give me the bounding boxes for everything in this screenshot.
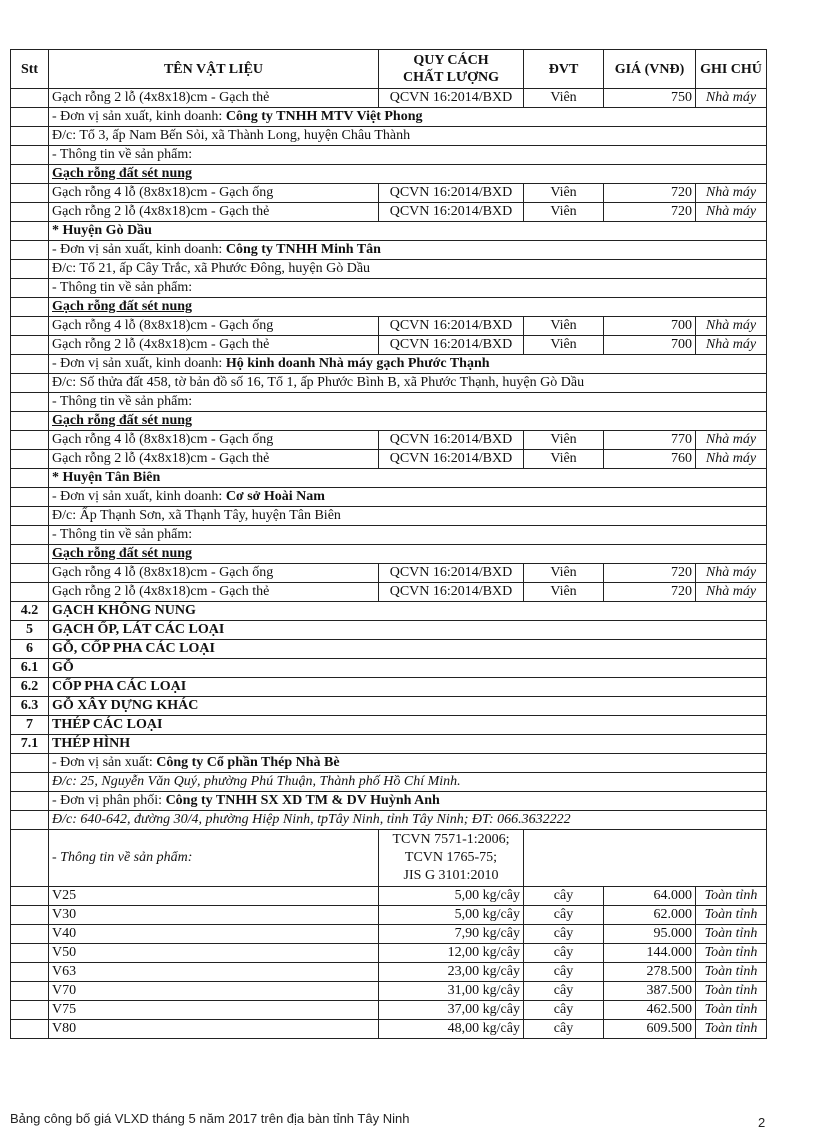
steel-info-body [11,830,767,887]
steel-note: Toàn tỉnh [696,982,767,1001]
steel-note: Toàn tỉnh [696,906,767,925]
item-unit: Viên [524,184,604,203]
info-row [11,773,767,792]
stt-cell [11,488,49,507]
stt-cell [11,89,49,108]
item-row [11,336,767,355]
section-number: 6.1 [11,659,49,678]
info-text: - Thông tin về sản phẩm: [49,393,767,412]
steel-price: 62.000 [604,906,696,925]
stt-cell [11,412,49,431]
steel-row [11,1020,767,1039]
stt-cell [11,431,49,450]
stt-cell [11,393,49,412]
item-price: 720 [604,184,696,203]
item-standard: QCVN 16:2014/BXD [379,89,524,108]
section-title: CỐP PHA CÁC LOẠI [49,678,767,697]
section-title: THÉP CÁC LOẠI [49,716,767,735]
steel-note: Toàn tỉnh [696,1020,767,1039]
stt-cell [11,469,49,488]
steel-unit: cây [524,944,604,963]
stt-cell [11,222,49,241]
item-price: 720 [604,203,696,222]
steel-spec: 48,00 kg/cây [379,1020,524,1039]
item-standard: QCVN 16:2014/BXD [379,203,524,222]
stt-cell [11,298,49,317]
section-row [11,640,767,659]
header-quality [379,50,524,89]
stt-cell [11,545,49,564]
item-row [11,203,767,222]
info-row [11,279,767,298]
info-row [11,260,767,279]
section-number: 6.2 [11,678,49,697]
steel-note: Toàn tỉnh [696,963,767,982]
stt-cell [11,374,49,393]
stt-cell [11,906,49,925]
price-table [10,49,767,1039]
stt-cell [11,127,49,146]
info-text: - Thông tin về sản phẩm: [49,526,767,545]
item-name: Gạch rỗng 2 lỗ (4x8x18)cm - Gạch thẻ [49,89,379,108]
item-unit: Viên [524,89,604,108]
steel-row [11,944,767,963]
stt-cell [11,165,49,184]
footer-caption: Bảng công bố giá VLXD tháng 5 năm 2017 trên địa bàn tỉnh Tây Ninh [10,1111,410,1126]
stt-cell [11,583,49,602]
steel-note: Toàn tỉnh [696,1001,767,1020]
stt-cell [11,944,49,963]
producer-label: - Đơn vị sản xuất, kinh doanh: [52,242,226,257]
info-row [11,127,767,146]
info-text: - Thông tin về sản phẩm: [49,146,767,165]
info-row [11,469,767,488]
stt-cell [11,925,49,944]
steel-unit: cây [524,906,604,925]
stt-cell [11,260,49,279]
info-text: * Huyện Tân Biên [49,469,767,488]
info-row [11,526,767,545]
steel-unit: cây [524,925,604,944]
section-title: GỖ XÂY DỰNG KHÁC [49,697,767,716]
steel-std-3: JIS G 3101:2010 [403,868,499,883]
info-text: * Huyện Gò Dầu [49,222,767,241]
stt-cell [11,1020,49,1039]
price-table-sheet [10,49,766,1039]
header-stt: Stt [11,50,49,89]
item-name: Gạch rỗng 4 lỗ (8x8x18)cm - Gạch ống [49,564,379,583]
producer-label: - Đơn vị sản xuất, kinh doanh: [52,356,226,371]
item-standard: QCVN 16:2014/BXD [379,450,524,469]
steel-name: V25 [49,887,379,906]
section-row [11,602,767,621]
stt-cell [11,507,49,526]
section-number: 4.2 [11,602,49,621]
item-standard: QCVN 16:2014/BXD [379,564,524,583]
info-row [11,488,767,507]
info-text: Gạch rỗng đất sét nung [49,298,767,317]
info-row [11,241,767,260]
info-row [11,545,767,564]
steel-info-label: - Thông tin về sản phẩm: [49,830,379,887]
item-name: Gạch rỗng 4 lỗ (8x8x18)cm - Gạch ống [49,431,379,450]
stt-cell [11,336,49,355]
steel-price: 278.500 [604,963,696,982]
section-title: GẠCH ỐP, LÁT CÁC LOẠI [49,621,767,640]
info-text: Gạch rỗng đất sét nung [49,165,767,184]
item-price: 770 [604,431,696,450]
company-name: Công ty TNHH SX XD TM & DV Huỳnh Anh [165,793,440,808]
steel-price: 144.000 [604,944,696,963]
info-text: Đ/c: Số thửa đất 458, tờ bản đồ số 16, Tổ 1, ấp Phước Bình B, xã Phước Thạnh, huyện Gò Dầu [49,374,767,393]
info-row [11,146,767,165]
item-name: Gạch rỗng 2 lỗ (4x8x18)cm - Gạch thẻ [49,450,379,469]
steel-unit: cây [524,1001,604,1020]
steel-price: 609.500 [604,1020,696,1039]
item-price: 700 [604,336,696,355]
company-name: Công ty TNHH MTV Việt Phong [225,109,423,124]
producer-label: - Đơn vị sản xuất, kinh doanh: [52,109,226,124]
item-unit: Viên [524,450,604,469]
section-row [11,716,767,735]
stt-cell [11,355,49,374]
steel-info-standards [379,830,524,887]
steel-name: V63 [49,963,379,982]
info-text [49,108,767,127]
item-note: Nhà máy [696,583,767,602]
steel-name: V40 [49,925,379,944]
info-text: Đ/c: 640-642, đường 30/4, phường Hiệp Ninh, tpTây Ninh, tỉnh Tây Ninh; ĐT: 066.3632222 [49,811,767,830]
info-row [11,374,767,393]
info-text [49,754,767,773]
header-price: GIÁ (VNĐ) [604,50,696,89]
header-quality-line1: QUY CÁCH [413,53,489,68]
steel-std-1: TCVN 7571-1:2006; [392,832,510,847]
item-name: Gạch rỗng 2 lỗ (4x8x18)cm - Gạch thẻ [49,583,379,602]
info-text [49,241,767,260]
item-name: Gạch rỗng 2 lỗ (4x8x18)cm - Gạch thẻ [49,336,379,355]
steel-unit: cây [524,982,604,1001]
stt-cell [11,754,49,773]
section-number: 6.3 [11,697,49,716]
info-row [11,811,767,830]
steel-spec: 5,00 kg/cây [379,887,524,906]
section-row [11,659,767,678]
stt-cell [11,317,49,336]
steel-name: V75 [49,1001,379,1020]
item-price: 700 [604,317,696,336]
info-text: - Thông tin về sản phẩm: [49,279,767,298]
stt-cell [11,1001,49,1020]
header-quality-line2: CHẤT LƯỢNG [402,70,500,85]
item-name: Gạch rỗng 4 lỗ (8x8x18)cm - Gạch ống [49,317,379,336]
info-text [49,792,767,811]
item-unit: Viên [524,431,604,450]
steel-row [11,887,767,906]
producer-label: - Đơn vị sản xuất, kinh doanh: [52,489,226,504]
item-row [11,184,767,203]
info-row [11,355,767,374]
item-name: Gạch rỗng 2 lỗ (4x8x18)cm - Gạch thẻ [49,203,379,222]
steel-spec: 5,00 kg/cây [379,906,524,925]
item-price: 720 [604,583,696,602]
company-name: Công ty Cổ phần Thép Nhà Bè [156,755,340,770]
stt-cell [11,146,49,165]
item-row [11,89,767,108]
stt-cell [11,184,49,203]
item-standard: QCVN 16:2014/BXD [379,583,524,602]
item-row [11,583,767,602]
steel-note: Toàn tỉnh [696,925,767,944]
item-unit: Viên [524,203,604,222]
item-price: 760 [604,450,696,469]
company-name: Cơ sở Hoài Nam [225,489,325,504]
steel-spec: 37,00 kg/cây [379,1001,524,1020]
steel-row [11,982,767,1001]
item-note: Nhà máy [696,431,767,450]
steel-spec: 31,00 kg/cây [379,982,524,1001]
item-note: Nhà máy [696,450,767,469]
info-text: Gạch rỗng đất sét nung [49,545,767,564]
header-unit: ĐVT [524,50,604,89]
steel-name: V70 [49,982,379,1001]
item-note: Nhà máy [696,203,767,222]
steel-std-2: TCVN 1765-75; [404,850,498,865]
item-price: 750 [604,89,696,108]
steel-row [11,963,767,982]
info-row [11,393,767,412]
info-text: Đ/c: Tổ 21, ấp Cây Trắc, xã Phước Đông, huyện Gò Dầu [49,260,767,279]
stt-cell [11,450,49,469]
steel-name: V30 [49,906,379,925]
item-standard: QCVN 16:2014/BXD [379,336,524,355]
item-unit: Viên [524,583,604,602]
item-row [11,317,767,336]
steel-rows-body [11,887,767,1039]
steel-note: Toàn tỉnh [696,944,767,963]
info-text: Gạch rỗng đất sét nung [49,412,767,431]
info-row [11,792,767,811]
stt-cell [11,773,49,792]
item-standard: QCVN 16:2014/BXD [379,317,524,336]
info-row [11,754,767,773]
stt-cell [11,108,49,127]
steel-spec: 7,90 kg/cây [379,925,524,944]
item-row [11,450,767,469]
steel-row [11,1001,767,1020]
steel-price: 95.000 [604,925,696,944]
steel-row [11,925,767,944]
stt-cell [11,241,49,260]
stt-cell [11,811,49,830]
info-text [49,488,767,507]
section-number: 7.1 [11,735,49,754]
stt-cell [11,279,49,298]
info-row [11,222,767,241]
steel-note: Toàn tỉnh [696,887,767,906]
info-text: Đ/c: Ấp Thạnh Sơn, xã Thạnh Tây, huyện Tân Biên [49,507,767,526]
steel-unit: cây [524,963,604,982]
stt-cell [11,887,49,906]
item-price: 720 [604,564,696,583]
stt-cell [11,963,49,982]
company-name: Công ty TNHH Minh Tân [225,242,381,257]
producer-label: - Đơn vị sản xuất: [52,755,157,770]
steel-price: 462.500 [604,1001,696,1020]
item-unit: Viên [524,336,604,355]
stt-cell [11,982,49,1001]
section-title: GỖ, CỐP PHA CÁC LOẠI [49,640,767,659]
item-row [11,564,767,583]
section-row [11,678,767,697]
info-text: Đ/c: Tổ 3, ấp Nam Bến Sỏi, xã Thành Long, huyện Châu Thành [49,127,767,146]
info-row [11,507,767,526]
info-row [11,412,767,431]
steel-name: V80 [49,1020,379,1039]
stt-cell [11,564,49,583]
steel-price: 387.500 [604,982,696,1001]
info-text [49,355,767,374]
item-note: Nhà máy [696,89,767,108]
steel-spec: 12,00 kg/cây [379,944,524,963]
section-number: 6 [11,640,49,659]
item-note: Nhà máy [696,184,767,203]
steel-info-row [11,830,767,887]
stt-cell [11,203,49,222]
header-note: GHI CHÚ [696,50,767,89]
item-note: Nhà máy [696,317,767,336]
stt-cell [11,526,49,545]
section-title: GỖ [49,659,767,678]
section-title: GẠCH KHÔNG NUNG [49,602,767,621]
section-number: 7 [11,716,49,735]
item-unit: Viên [524,317,604,336]
item-row [11,431,767,450]
steel-unit: cây [524,887,604,906]
table-header-row [11,50,767,89]
company-name: Hộ kinh doanh Nhà máy gạch Phước Thạnh [225,356,490,371]
info-row [11,165,767,184]
producer-label: - Đơn vị phân phối: [52,793,166,808]
section-row [11,735,767,754]
item-standard: QCVN 16:2014/BXD [379,184,524,203]
info-row [11,108,767,127]
steel-price: 64.000 [604,887,696,906]
stt-cell [11,792,49,811]
section-row [11,697,767,716]
item-unit: Viên [524,564,604,583]
item-name: Gạch rỗng 4 lỗ (8x8x18)cm - Gạch ống [49,184,379,203]
section-row [11,621,767,640]
steel-spec: 23,00 kg/cây [379,963,524,982]
steel-row [11,906,767,925]
info-text: Đ/c: 25, Nguyễn Văn Quý, phường Phú Thuận, Thành phố Hồ Chí Minh. [49,773,767,792]
steel-name: V50 [49,944,379,963]
section-number: 5 [11,621,49,640]
header-name: TÊN VẬT LIỆU [49,50,379,89]
steel-unit: cây [524,1020,604,1039]
section-title: THÉP HÌNH [49,735,767,754]
item-note: Nhà máy [696,336,767,355]
page-number: 2 [758,1115,766,1130]
info-row [11,298,767,317]
item-note: Nhà máy [696,564,767,583]
table-body [11,89,767,830]
item-standard: QCVN 16:2014/BXD [379,431,524,450]
